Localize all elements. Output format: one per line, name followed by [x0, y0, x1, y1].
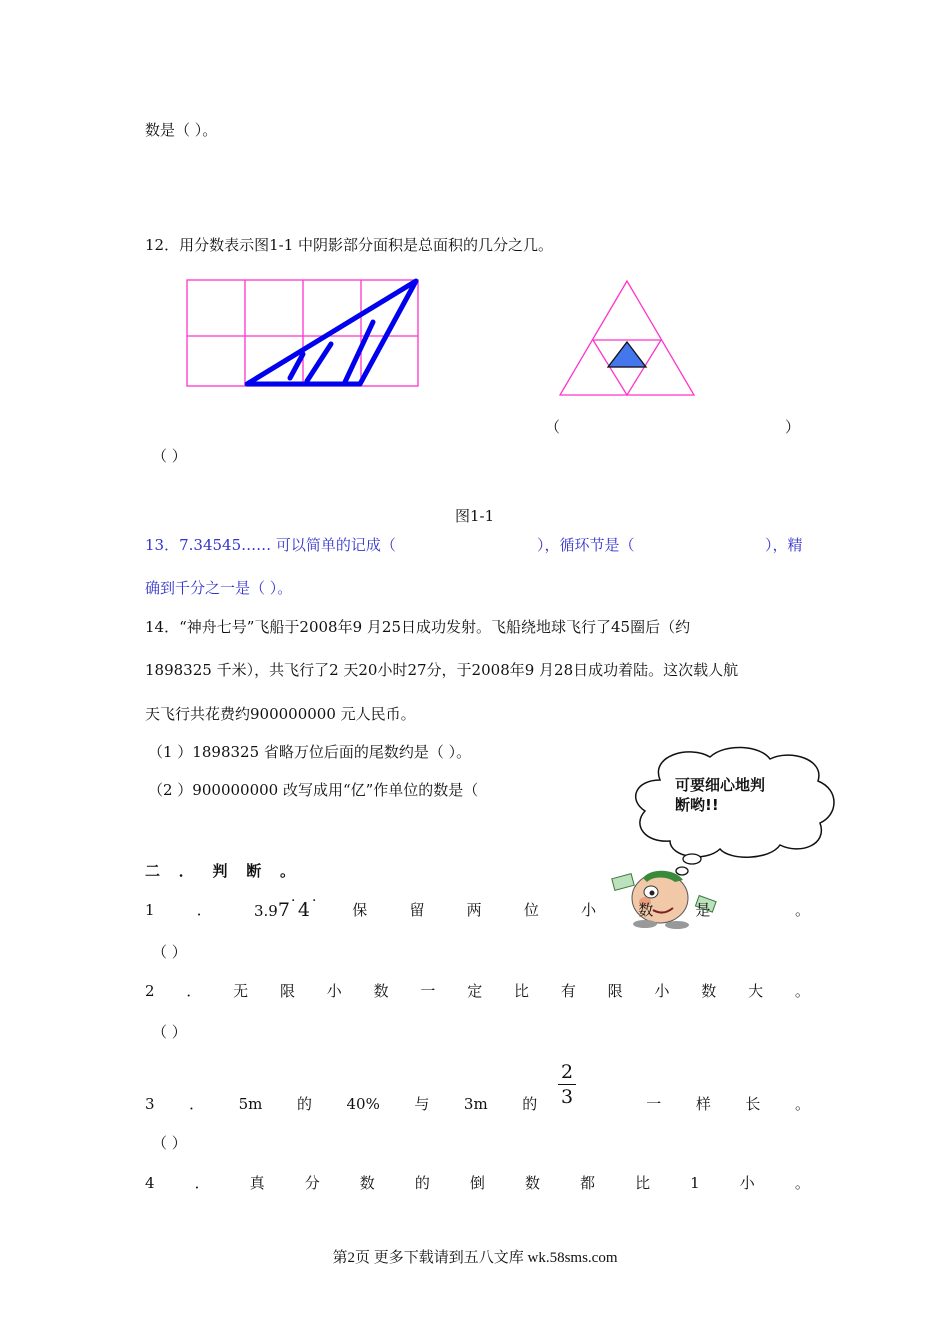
- q14-line2: 1898325 千米），共飞行了2 天20小时27分，于2008年9 月28日成功着陆。这次载人航: [145, 661, 739, 679]
- q14-sub1: （1 ）1898325 省略万位后面的尾数约是（ ）。: [148, 743, 472, 761]
- section2-heading: 二 ． 判 断 。: [145, 862, 295, 880]
- judge-item-1-paren: （ ）: [152, 943, 187, 961]
- figure-grid-triangle: [185, 278, 425, 394]
- judge-item-4: 4 ． 真 分 数 的 倒 数 都 比 1 小 。: [145, 1174, 810, 1192]
- judge-item-1: 1 ． 3.97 4 · · 保 留 两 位 小 数 是 。: [145, 893, 810, 921]
- repeating-digit: 7: [277, 899, 290, 921]
- q14-line3: 天飞行共花费约900000000 元人民币。: [145, 705, 416, 723]
- figure-caption: 图1-1: [455, 507, 495, 525]
- q13-line1-a: 13．7.34545…… 可以简单的记成（: [145, 536, 396, 554]
- q12-answer-left: （ ）: [152, 447, 187, 465]
- judge-item-3: 3 ． 5m 的 40% 与 3m 的 一 样 长 。: [145, 1095, 810, 1113]
- judge-item-2-paren: （ ）: [152, 1023, 187, 1041]
- q12-answer-right-open: （: [545, 418, 561, 436]
- q14-sub2: （2 ）900000000 改写成用“亿”作单位的数是（: [148, 781, 479, 799]
- fraction-two-thirds: 2 3: [558, 1061, 576, 1108]
- q14-line1: 14．“神舟七号”飞船于2008年9 月25日成功发射。飞船绕地球飞行了45圈后（约: [145, 618, 691, 636]
- judge-item-2: 2 ． 无 限 小 数 一 定 比 有 限 小 数 大 。: [145, 982, 810, 1000]
- q11-tail: 数是（ ）。: [145, 121, 218, 139]
- figure-nested-triangles: [558, 278, 698, 398]
- page-footer: 第2页 更多下载请到五八文库 wk.58sms.com: [332, 1250, 618, 1266]
- bubble-line1: 可要细心地判: [675, 776, 766, 794]
- q12-text: 12．用分数表示图1-1 中阴影部分面积是总面积的几分之几。: [145, 236, 554, 254]
- q13-line1-b: ），循环节是（: [537, 536, 635, 554]
- bubble-line2: 断哟!!: [675, 796, 719, 814]
- speech-bubble: [630, 745, 840, 880]
- q13-line1-c: ），精: [765, 536, 803, 554]
- q13-line2: 确到千分之一是（ ）。: [145, 579, 293, 597]
- judge-item-3-paren: （ ）: [152, 1134, 187, 1152]
- repeating-digit: 4: [297, 899, 311, 921]
- q12-answer-right-close: ）: [785, 418, 801, 436]
